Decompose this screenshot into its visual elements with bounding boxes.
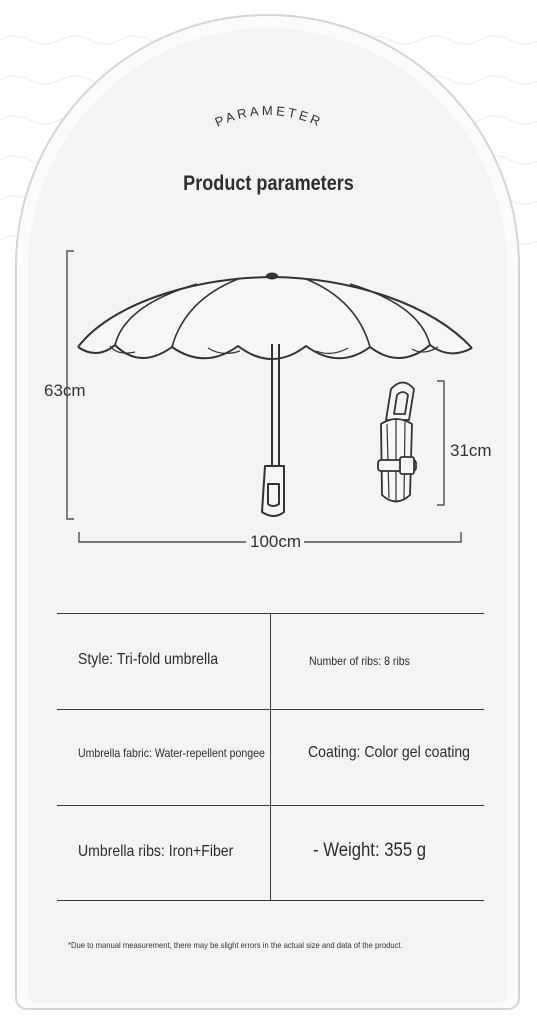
folded-length-label: 31cm: [450, 441, 492, 460]
param-weight: - Weight: 355 g: [313, 840, 427, 861]
width-label: 100cm: [250, 532, 302, 551]
folded-umbrella-icon: [378, 383, 416, 503]
folded-dimension-line: [437, 381, 444, 505]
arc-label: PARAMETER: [212, 102, 326, 130]
height-label: 63cm: [44, 381, 86, 400]
svg-text:PARAMETER: [213, 103, 326, 130]
param-fabric: Umbrella fabric: Water-repellent pongee: [78, 746, 265, 760]
param-coating: Coating: Color gel coating: [308, 744, 471, 761]
param-ribs-count: Number of ribs: 8 ribs: [309, 654, 410, 668]
page-title: Product parameters: [183, 172, 354, 195]
parameter-table: [57, 613, 484, 901]
param-style: Style: Tri-fold umbrella: [78, 651, 219, 668]
arc-heading: [0, 0, 537, 200]
table-divider: [270, 613, 271, 901]
param-rib-material: Umbrella ribs: Iron+Fiber: [78, 843, 234, 860]
footnote: *Due to manual measurement, there may be slight errors in the actual size and data of the product.: [68, 940, 403, 950]
